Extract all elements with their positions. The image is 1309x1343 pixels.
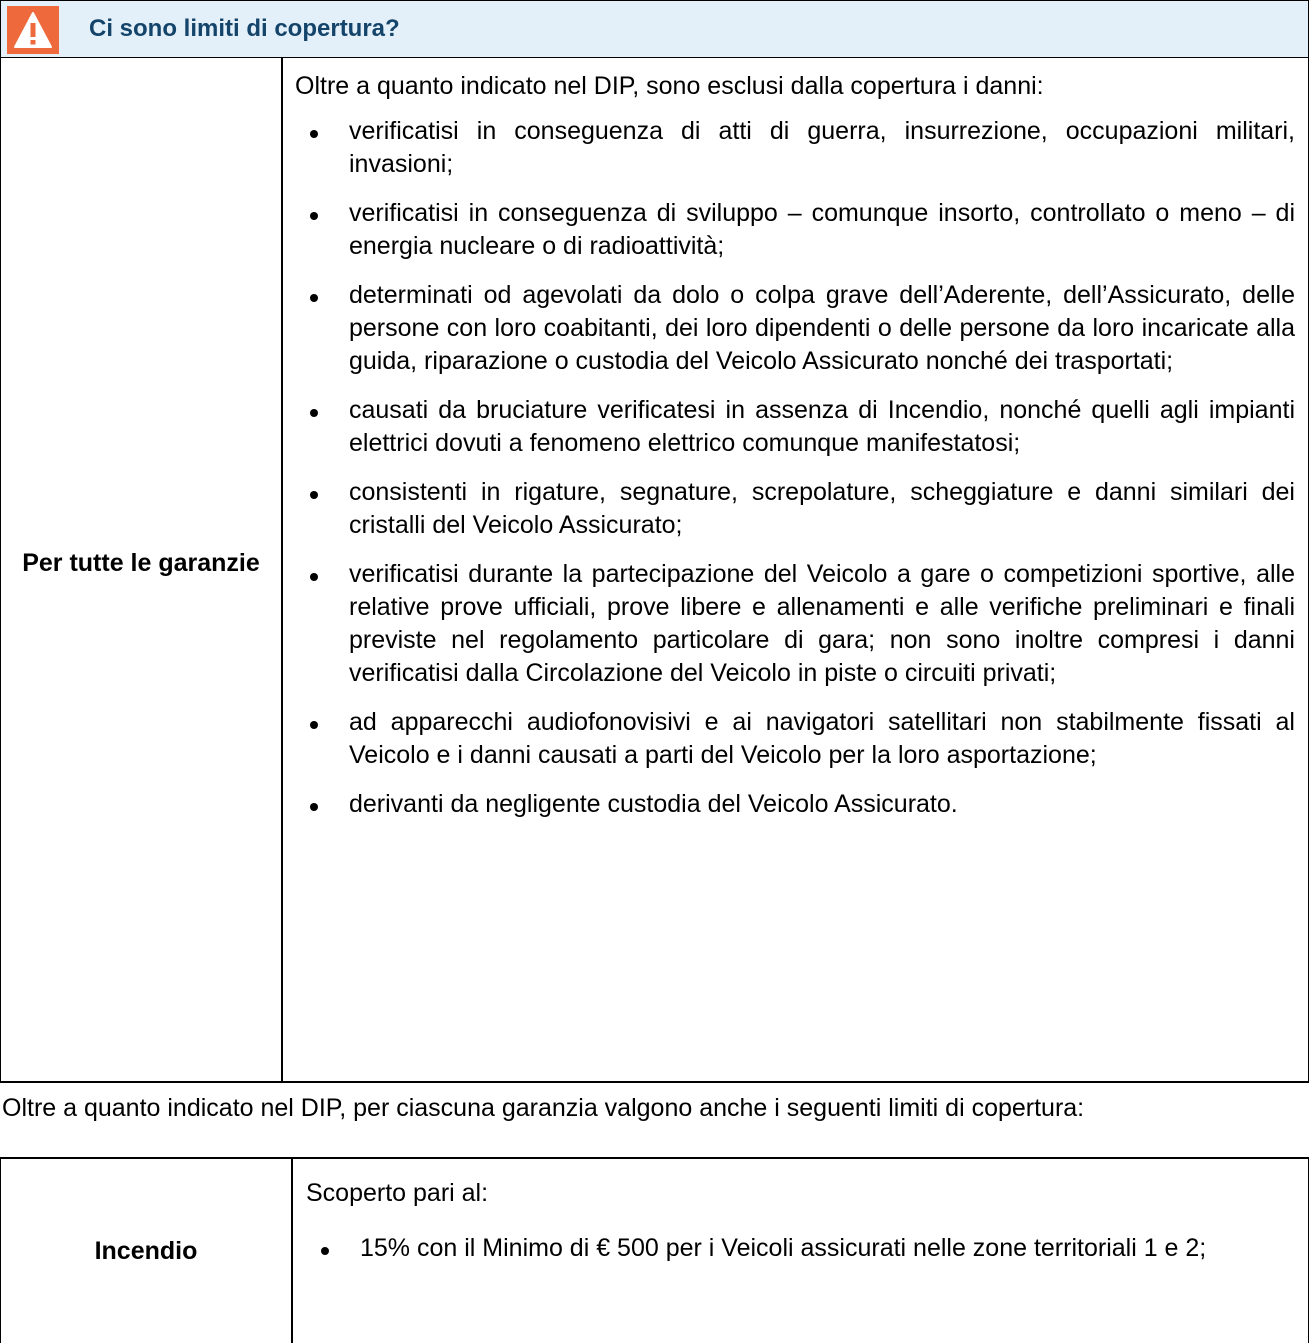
incendio-intro: Scoperto pari al: <box>306 1179 489 1207</box>
exclusions-content <box>295 70 1295 837</box>
list-item: consistenti in rigature, segnature, screpolature, scheggiature e danni similari dei cristalli del Veicolo Assicurato; <box>295 476 1295 542</box>
general-exclusions-row <box>0 57 1309 1081</box>
list-item: verificatisi in conseguenza di sviluppo – comunque insorto, controllato o meno – di energia nucleare o di radioattività; <box>295 197 1295 263</box>
incendio-list <box>306 1232 1296 1265</box>
list-item: 15% con il Minimo di € 500 per i Veicoli assicurati nelle zone territoriali 1 e 2; <box>306 1232 1296 1265</box>
list-item: verificatisi in conseguenza di atti di guerra, insurrezione, occupazioni militari, invasioni; <box>295 115 1295 181</box>
section-title: Ci sono limiti di copertura? <box>89 15 400 42</box>
per-guarantee-note: Oltre a quanto indicato nel DIP, per ciascuna garanzia valgono anche i seguenti limiti di copertura: <box>2 1094 1085 1122</box>
warning-icon <box>13 11 53 49</box>
row-label-incendio: Incendio <box>94 1237 198 1265</box>
column-divider <box>281 57 283 1081</box>
exclusions-intro: Oltre a quanto indicato nel DIP, sono esclusi dalla copertura i danni: <box>295 72 1044 100</box>
list-item: derivanti da negligente custodia del Veicolo Assicurato. <box>295 788 1295 821</box>
exclusions-list <box>295 115 1295 821</box>
warning-badge <box>7 6 59 54</box>
column-divider <box>291 1157 293 1343</box>
list-item: determinati od agevolati da dolo o colpa grave dell’Aderente, dell’Assicurato, delle persone con loro coabitanti, dei loro dipendenti o delle persone da loro incaricate alla guida, riparazione o custodia del Veicolo Assicurato nonché dei trasportati; <box>295 279 1295 378</box>
row-divider <box>0 1081 1309 1083</box>
list-item: verificatisi durante la partecipazione del Veicolo a gare o competizioni sportive, alle relative prove ufficiali, prove libere e allenamenti e alle verifiche preliminari e finali previste nel regolamento particolare di gara; non sono inoltre compresi i danni verificatisi dalla Circolazione del Veicolo in piste o circuiti privati; <box>295 558 1295 690</box>
list-item: causati da bruciature verificatesi in assenza di Incendio, nonché quelli agli impianti elettrici dovuti a fenomeno elettrico comunque manifestatosi; <box>295 394 1295 460</box>
section-header <box>0 0 1309 58</box>
list-item: ad apparecchi audiofonovisivi e ai navigatori satellitari non stabilmente fissati al Veicolo e i danni causati a parti del Veicolo per la loro asportazione; <box>295 706 1295 772</box>
incendio-content <box>306 1177 1296 1281</box>
row-label-all-guarantees: Per tutte le garanzie <box>22 549 260 577</box>
incendio-row <box>0 1157 1309 1343</box>
